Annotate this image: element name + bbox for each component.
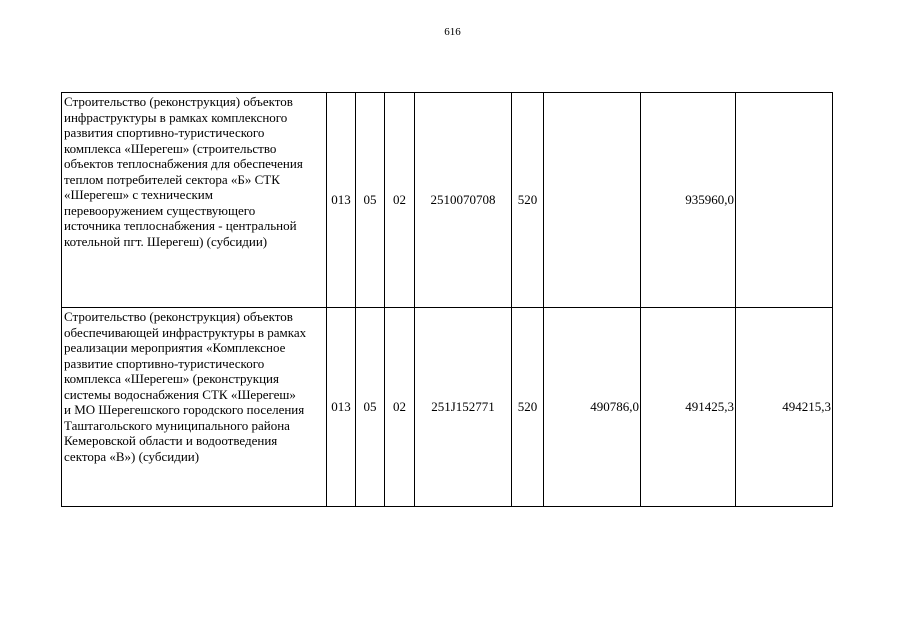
table-row [62, 93, 833, 308]
subsection-code-cell: 02 [385, 93, 415, 308]
page-number: 616 [444, 26, 461, 38]
budget-table [61, 92, 833, 507]
expense-name-cell: Строительство (реконструкция) объектов обеспечивающей инфраструктуры в рамках реализации мероприятия «Комплексное развитие спортивно-туристического комплекса «Шерегеш» (реконструкция системы водоснабжения СТК «Шерегеш» и МО Шерегешского городского поселения Таштагольского муниципального района Кемеровской области и водоотведения сектора «В») (субсидии) [62, 308, 327, 507]
subsection-code-cell: 02 [385, 308, 415, 507]
expense-type-cell: 520 [512, 93, 544, 308]
amount-year-2-cell: 491425,3 [641, 308, 736, 507]
section-code-cell: 05 [356, 308, 385, 507]
expense-name-cell: Строительство (реконструкция) объектов инфраструктуры в рамках комплексного развития спортивно-туристического комплекса «Шерегеш» (строительство объектов теплоснабжения для обеспечения теплом потребителей сектора «Б» СТК «Шерегеш» с техническим перевооружением существующего источника теплоснабжения - центральной котельной пгт. Шерегеш) (субсидии) [62, 93, 327, 308]
amount-year-1-cell: 490786,0 [544, 308, 641, 507]
target-article-cell: 2510070708 [415, 93, 512, 308]
amount-year-3-cell [736, 93, 833, 308]
expense-type-cell: 520 [512, 308, 544, 507]
amount-year-3-cell: 494215,3 [736, 308, 833, 507]
ministry-code-cell: 013 [327, 93, 356, 308]
section-code-cell: 05 [356, 93, 385, 308]
table-row [62, 308, 833, 507]
target-article-cell: 251J152771 [415, 308, 512, 507]
amount-year-2-cell: 935960,0 [641, 93, 736, 308]
amount-year-1-cell [544, 93, 641, 308]
ministry-code-cell: 013 [327, 308, 356, 507]
